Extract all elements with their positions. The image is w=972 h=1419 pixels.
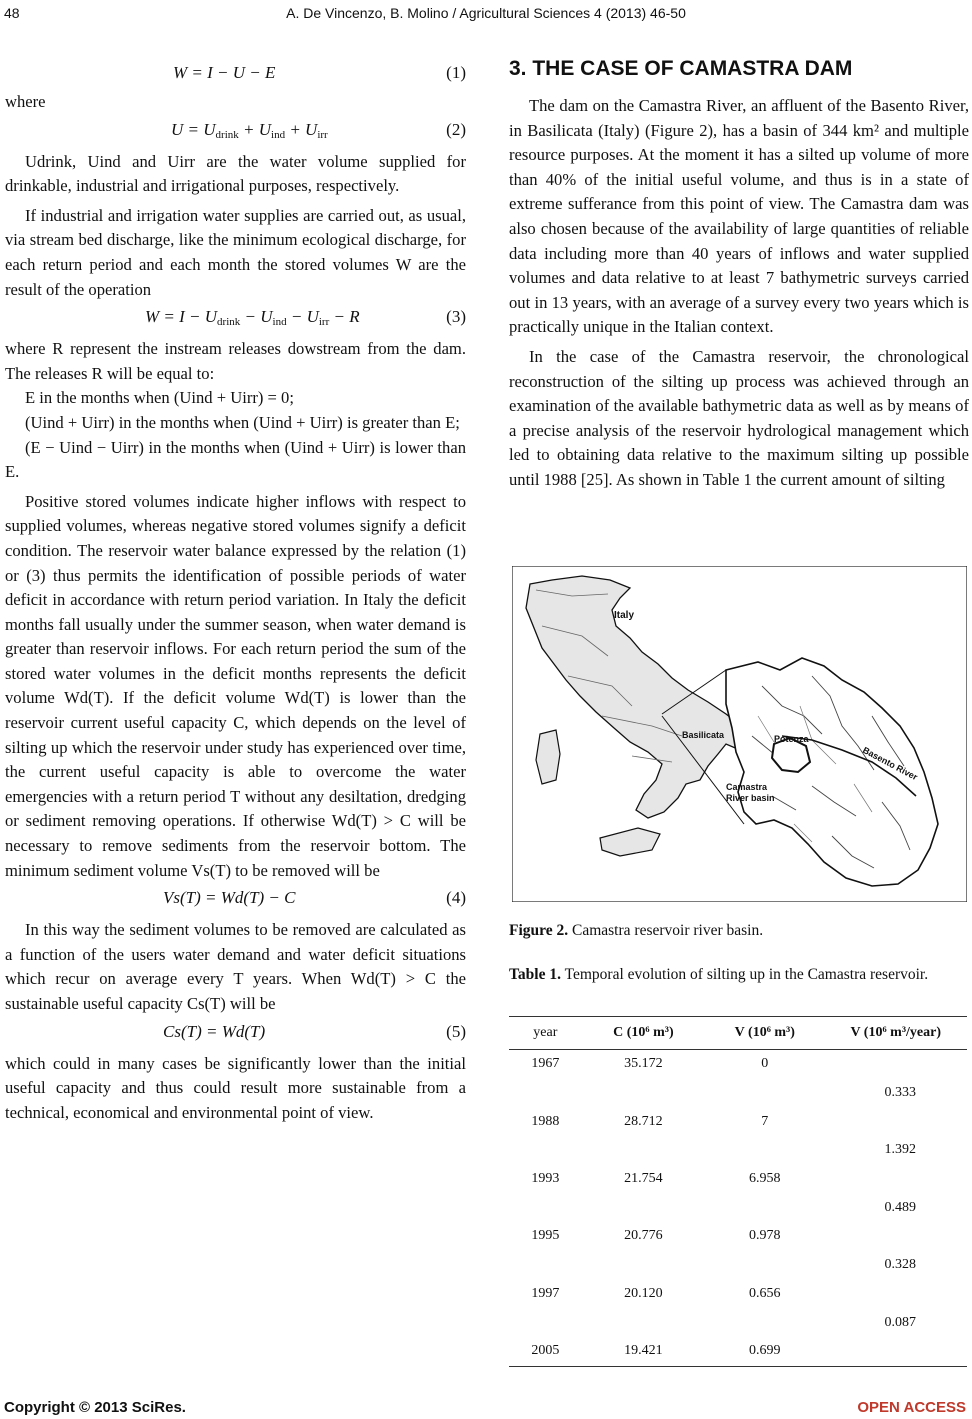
table-cell-empty — [509, 1308, 582, 1337]
page-number: 48 — [4, 5, 20, 21]
silting-table — [509, 1016, 967, 1366]
section-title: 3. THE CASE OF CAMASTRA DAM — [509, 57, 853, 80]
where-text: where — [5, 92, 46, 111]
equation-1-number: (1) — [446, 63, 466, 82]
table-cell-empty — [509, 1136, 582, 1165]
table-rate-row — [509, 1136, 967, 1165]
table-bottom-rule — [509, 1366, 967, 1367]
table-cell-empty — [582, 1251, 705, 1280]
equation-3 — [5, 302, 466, 332]
table-cell-empty — [509, 1251, 582, 1280]
right-column — [509, 94, 969, 493]
paragraph-conclusion: which could in many cases be significantly lower than the initial useful capacity and thus could result more sustainable from a technical, economical and environmental point of view. — [5, 1053, 466, 1122]
equation-2-number: (2) — [446, 119, 466, 139]
table-cell-c: 20.120 — [624, 1285, 663, 1301]
map-label-camastra-1: Camastra — [726, 782, 768, 792]
paragraph-sediment-volumes: In this way the sediment volumes to be removed are calculated as a function of the users water demand and water deficit situations which recur on average every T years. When Wd(T) > C the sustainable useful capacity Cs(T) will be — [5, 920, 466, 1013]
table-header-c: C (10⁶ m³) — [582, 1017, 705, 1050]
table-cell-c: 35.172 — [624, 1056, 663, 1072]
paragraph-camastra-dam: The dam on the Camastra River, an affluent of the Basento River, in Basilicata (Italy) (Figure 2), has a basin of 344 km² and multiple resource purposes. At the moment it has a silted up volume of more than 40% of the initial useful volume, and thus is in a state of extreme sufferance from this point of view. The Camastra dam was also chosen because of the availability of large quantities of reliable data including more than 40 years of inflows and water supplied volumes and data relative to at least 7 bathymetric surveys carried out in 13 years, with an average of a survey every two years which is practically unique in the Italian context. — [509, 96, 969, 337]
table-cell-year: 2005 — [531, 1343, 560, 1359]
equation-5-formula: Cs(T) = Wd(T) — [163, 1021, 266, 1041]
camastra-basin-map — [512, 566, 967, 902]
release-case-1: E in the months when (Uind + Uirr) = 0; — [25, 388, 294, 408]
table-cell-year: 1988 — [531, 1113, 560, 1129]
release-case-2: (Uind + Uirr) in the months when (Uind + Uirr) is greater than E; — [25, 412, 460, 432]
table-cell-empty — [824, 1280, 967, 1309]
table-cell-empty — [509, 1193, 582, 1222]
table-cell-rate: 0.489 — [884, 1199, 916, 1215]
map-label-italy: Italy — [614, 610, 635, 621]
table-row — [509, 1107, 967, 1136]
table-cell-empty — [705, 1251, 824, 1280]
table-cell-empty — [705, 1193, 824, 1222]
running-title: A. De Vincenzo, B. Molino / Agricultural Sciences 4 (2013) 46-50 — [286, 5, 686, 21]
release-case-3: (E − Uind − Uirr) in the months when (Uind + Uirr) is lower than E. — [5, 437, 466, 482]
table-cell-year: 1995 — [531, 1228, 560, 1244]
footer-copyright: Copyright © 2013 SciRes. — [4, 1399, 186, 1416]
table-cell-empty — [824, 1222, 967, 1251]
table-cell-v: 6.958 — [749, 1171, 781, 1187]
table-cell-year: 1967 — [531, 1056, 560, 1072]
table-row — [509, 1337, 967, 1366]
table-rate-row — [509, 1308, 967, 1337]
table-cell-rate: 1.392 — [884, 1142, 916, 1158]
figure-map — [512, 566, 967, 902]
equation-4 — [5, 883, 466, 913]
table-cell-empty — [705, 1308, 824, 1337]
equation-4-number: (4) — [446, 888, 466, 908]
table-cell-empty — [582, 1308, 705, 1337]
equation-2-formula: $U = U_{drink} + U_{ind} + U_{irr}$ — [171, 119, 328, 141]
table-cell-empty — [582, 1136, 705, 1165]
table-cell-empty — [824, 1107, 967, 1136]
table-row — [509, 1050, 967, 1079]
table-row — [509, 1222, 967, 1251]
table-rate-row — [509, 1079, 967, 1108]
table-header-v: V (10⁶ m³) — [705, 1017, 824, 1050]
table-cell-rate: 0.328 — [884, 1257, 916, 1273]
map-label-basento: Basento River — [861, 744, 920, 783]
table-rate-row — [509, 1251, 967, 1280]
table-row — [509, 1280, 967, 1309]
table-cell-empty — [582, 1193, 705, 1222]
table-cell-empty — [705, 1136, 824, 1165]
table-cell-empty — [824, 1050, 967, 1079]
paragraph-u-definitions: Udrink, Uind and Uirr are the water volume supplied for drinkable, industrial and irrigational purposes, respectively. — [5, 151, 466, 196]
table-cell-rate: 0.087 — [884, 1314, 916, 1330]
map-label-basilicata: Basilicata — [682, 730, 725, 740]
table-body — [509, 1050, 967, 1366]
map-label-camastra-2: River basin — [726, 793, 775, 803]
table-1 — [509, 1016, 967, 1367]
equation-3-number: (3) — [446, 307, 466, 327]
table-cell-empty — [509, 1079, 582, 1108]
figure-caption: Figure 2. Camastra reservoir river basin. — [509, 922, 764, 939]
table-cell-c: 20.776 — [624, 1228, 663, 1244]
table-cell-v: 0.699 — [749, 1343, 781, 1359]
table-header-year: year — [509, 1017, 582, 1050]
paragraph-water-supplies: If industrial and irrigation water supplies are carried out, as usual, via stream bed discharge, like the minimum ecological discharge, for each return period and each month the stored volumes W are the result of the operation — [5, 205, 466, 299]
equation-2 — [5, 115, 466, 145]
equation-5 — [5, 1017, 466, 1047]
table-cell-empty — [824, 1165, 967, 1194]
table-cell-year: 1997 — [531, 1285, 560, 1301]
table-row — [509, 1165, 967, 1194]
table-header-v-rate: V (10⁶ m³/year) — [824, 1017, 967, 1050]
equation-5-number: (5) — [446, 1021, 466, 1041]
table-cell-c: 19.421 — [624, 1343, 663, 1359]
equation-3-formula: $W = I - U_{drink} - U_{ind} - U_{irr} - R$ — [145, 307, 360, 329]
table-cell-v: 0.656 — [749, 1285, 781, 1301]
table-rate-row — [509, 1193, 967, 1222]
equation-1 — [5, 58, 466, 88]
table-cell-rate: 0.333 — [884, 1085, 916, 1101]
paragraph-releases: where R represent the instream releases dowstream from the dam. The releases R will be equal to: — [5, 339, 466, 383]
table-cell-c: 28.712 — [624, 1113, 663, 1129]
equation-1-formula: W = I − U − E — [173, 63, 276, 82]
table-caption: Table 1. Temporal evolution of silting up in the Camastra reservoir. — [509, 966, 929, 983]
footer-open-access: OPEN ACCESS — [857, 1399, 966, 1416]
table-cell-empty — [582, 1079, 705, 1108]
left-column — [5, 58, 466, 1125]
paragraph-stored-volumes: Positive stored volumes indicate higher inflows with respect to supplied volumes, whereas negative stored volumes signify a deficit condition. The reservoir water balance expressed by the relation (1) or (3) thus permits the identification of possible periods of water deficit in accordance with return period variation. In Italy the deficit months fall usually under the summer season, when water demand is greater than reservoir inflows. For each return period the sum of the stored water volumes in the deficit months represents the deficit volume Wd(T). If the deficit volume Wd(T) is lower than the reservoir current useful capacity C, which depends on the level of silting up which the reservoir under study has experienced over time, the current useful capacity is able to overcome the water emergencies with a return period T without any desiltation, dredging or sediment removing operations. If otherwise Wd(T) > C will be necessary to remove sediments from the reservoir bottom. The minimum sediment volume Vs(T) to be removed will be — [5, 491, 466, 880]
paragraph-chronological-reconstruction: In the case of the Camastra reservoir, the chronological reconstruction of the silting up process was achieved through an examination of the available bathymetric data as well as by means of a precise analysis of the reservoir hydrological management which led to obtaining data relative to the maximum silting up possible until 1988 [25]. As shown in Table 1 the current amount of silting — [509, 346, 969, 489]
table-cell-v: 0.978 — [749, 1228, 781, 1244]
table-cell-empty — [824, 1337, 967, 1366]
table-cell-v: 7 — [761, 1113, 769, 1129]
map-label-potenza: Potenza — [774, 734, 809, 744]
table-cell-year: 1993 — [531, 1171, 560, 1187]
table-cell-empty — [705, 1079, 824, 1108]
table-cell-c: 21.754 — [624, 1171, 663, 1187]
table-cell-v: 0 — [761, 1056, 769, 1072]
equation-4-formula: Vs(T) = Wd(T) − C — [163, 888, 296, 908]
